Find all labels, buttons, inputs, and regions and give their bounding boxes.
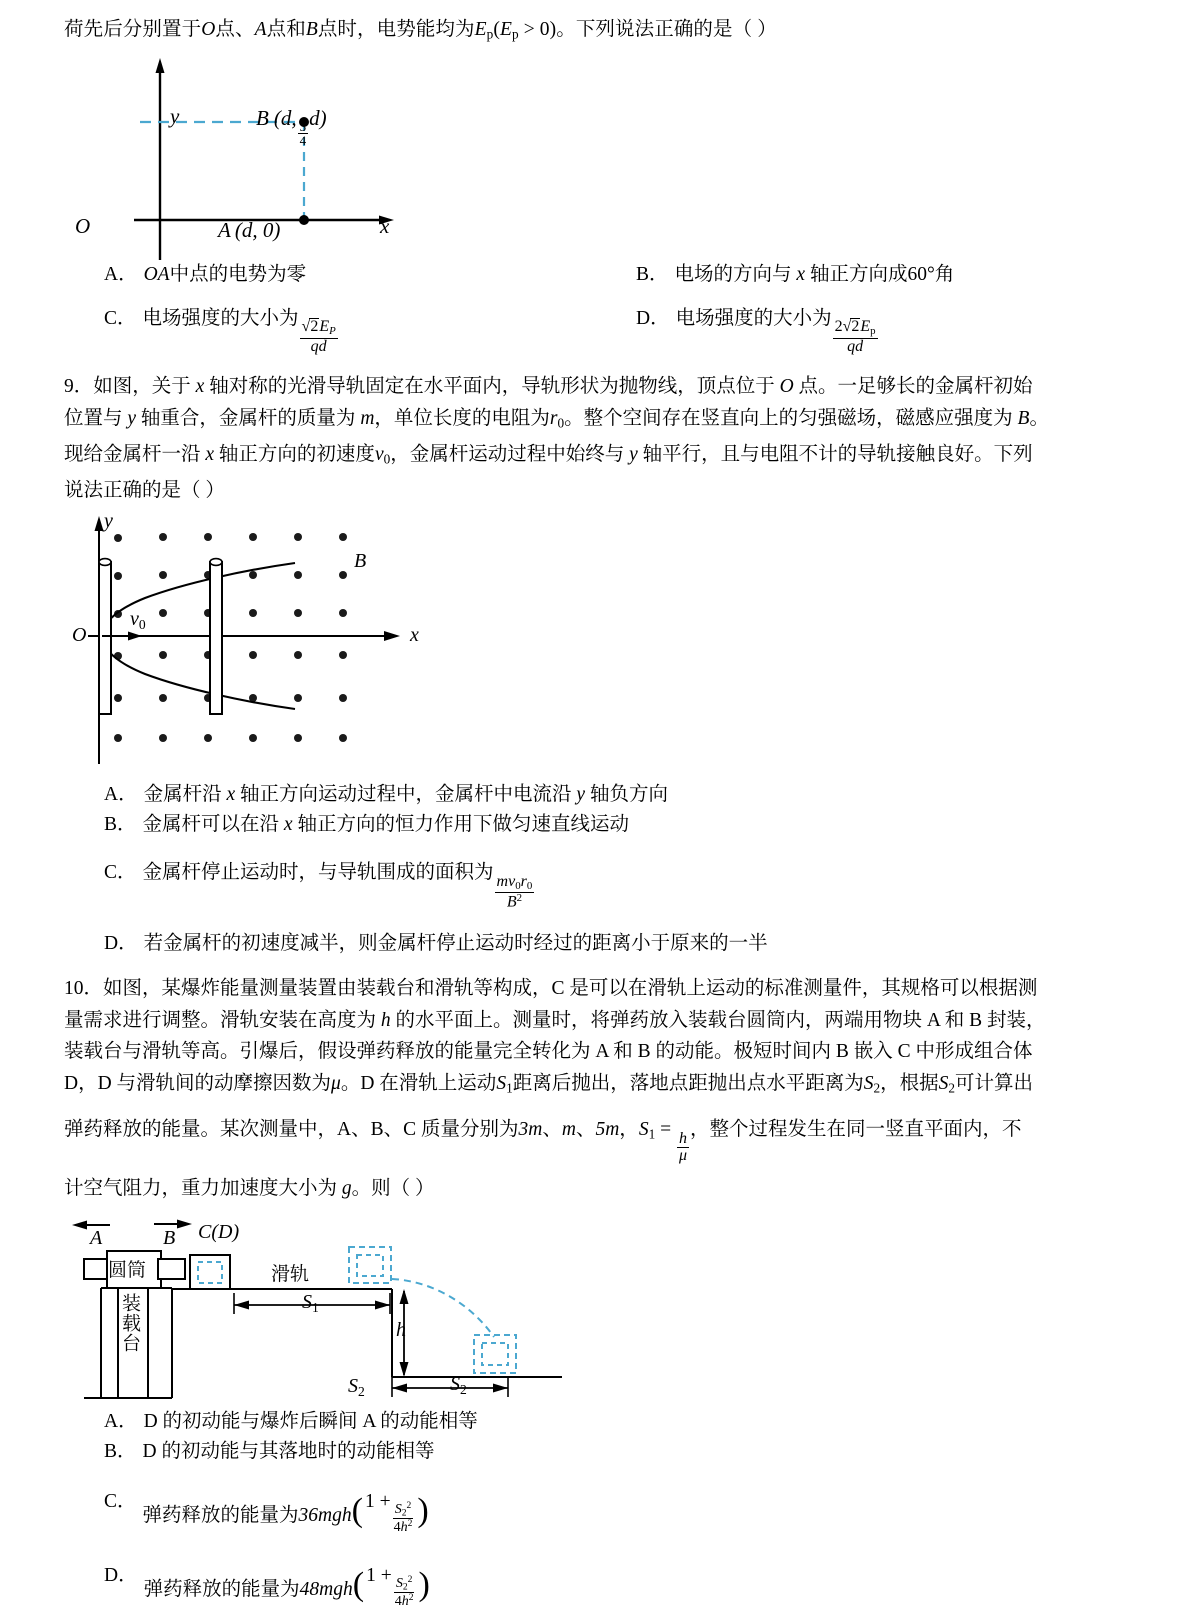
q10-fig-platform-label: 装载台	[119, 1292, 140, 1353]
q8-d-coef: 2	[834, 318, 843, 336]
q9-l2-r: r	[549, 407, 558, 429]
q10-l5d: ，	[619, 1119, 639, 1141]
q9-body	[0, 371, 1190, 506]
q8-fig-y-label: y	[170, 103, 180, 128]
q9-l3-v-sub: 0	[383, 451, 391, 467]
q10-l5-5m: 5m	[595, 1119, 620, 1141]
q10-d-one-plus: 1 +	[366, 1564, 392, 1586]
q10-figure	[0, 1215, 1190, 1405]
q8-option-a-italic: OA	[143, 263, 170, 285]
q8-option-a-text: 中点的电势为零	[169, 263, 307, 285]
q8-option-c-label: C．	[104, 307, 137, 329]
q10-fig-s1-sub: 1	[312, 1299, 319, 1315]
q8-paren-open: (	[493, 19, 500, 40]
q9-option-b[interactable]	[64, 810, 1128, 840]
q9-option-c-label: C．	[104, 862, 137, 884]
q10-body	[0, 973, 1190, 1212]
q10-l6-g: g	[341, 1177, 352, 1199]
q10-l5c: 、	[575, 1119, 596, 1141]
q10-fig-label-cd: C(D)	[198, 1220, 240, 1243]
q10-option-row-c	[64, 1487, 1128, 1535]
q8-option-d-pre: 电场强度的大小为	[675, 307, 832, 329]
q9-fig-y-label: y	[104, 510, 113, 533]
q10-c-paren-right: )	[417, 1491, 429, 1529]
q8-options	[0, 260, 1190, 355]
q10-fig-label-b: B	[163, 1226, 176, 1249]
q8-fig-b-frac-den: 4	[299, 133, 307, 149]
q8-fig-b-frac-num: 3	[299, 118, 307, 134]
q8-option-a[interactable]	[64, 260, 596, 290]
q9-option-a-t2: 轴正方向运动过程中，金属杆中电流沿	[235, 784, 577, 806]
q9-line-4: 说法正确的是（ ）	[64, 479, 225, 501]
q9-number: 9．	[64, 376, 94, 398]
q8-lead-part2: 点、	[215, 19, 255, 40]
q8-fig-point-b-label: B	[256, 105, 269, 130]
q8-lead-b: B	[305, 19, 318, 40]
q9-l2c: ，单位长度的电阻为	[374, 407, 550, 429]
q8-option-b-italic: x	[796, 263, 806, 285]
q9-l3b: 轴正方向的初速度	[214, 443, 375, 465]
q8-ep2-symbol: E	[499, 19, 512, 40]
q9-c-den-B: B	[506, 893, 517, 911]
q10-line-2	[64, 1005, 1128, 1037]
q10-l4e: 可计算出	[954, 1072, 1033, 1094]
q9-l3-y: y	[629, 443, 638, 465]
q9-c-num-r-sub: 0	[526, 880, 533, 893]
q9-option-a-i2: y	[576, 784, 586, 806]
q9-l2e: 。	[1029, 407, 1049, 429]
q10-line-6	[64, 1165, 1128, 1213]
q8-fig-origin-label: O	[75, 213, 91, 238]
q8-lead-a: A	[254, 19, 267, 40]
q10-l4b: 。D 在滑轨上运动	[340, 1072, 497, 1094]
q8-option-d-label: D．	[636, 307, 670, 329]
q8-c-sqrt-sign: √	[301, 318, 311, 336]
q8-option-b-post: 轴正方向成60°角	[805, 263, 955, 285]
q8-fig-point-a-coords: (d, 0)	[234, 217, 281, 242]
q10-option-c[interactable]	[64, 1487, 1128, 1535]
q10-l5b: 、	[542, 1119, 562, 1141]
q10-option-row-a	[64, 1407, 1128, 1437]
q10-fig-label-a: A	[90, 1226, 103, 1249]
q10-d-den-h: h	[401, 1593, 409, 1609]
q9-line-1	[64, 371, 1128, 403]
q10-l4c: 距离后抛出，落地点距抛出点水平距离为	[512, 1072, 864, 1094]
q9-l2d: 。整个空间存在竖直向上的匀强磁场，磁感应强度为	[564, 407, 1018, 429]
q10-option-b-text: D 的初动能与其落地时的动能相等	[142, 1440, 435, 1462]
q9-l1c: 点。一足够长的金属杆初始	[793, 376, 1033, 398]
q10-c-num-sub: 2	[401, 1507, 407, 1519]
q10-l4d: ，根据	[880, 1072, 939, 1094]
q10-l4-s2b-sub: 2	[948, 1080, 955, 1096]
q9-fig-origin-label: O	[72, 624, 87, 647]
q10-l4-mu: μ	[331, 1072, 341, 1094]
q8-c-num-e: E	[319, 318, 330, 336]
q10-option-b[interactable]	[64, 1437, 1128, 1467]
q9-c-num-m: m	[496, 873, 509, 891]
q8-d-sqrt-radicand: 2	[851, 318, 860, 336]
q10-option-a-label: A．	[104, 1410, 138, 1432]
q9-l1-o: O	[779, 376, 794, 398]
q8-gt-zero: > 0	[518, 19, 550, 40]
q9-option-a-t3: 轴负方向	[585, 784, 668, 806]
q8-option-b-pre: 电场的方向与	[674, 263, 797, 285]
q10-l6a: 计空气阻力，重力加速度大小为	[64, 1177, 342, 1199]
q10-options	[0, 1407, 1190, 1609]
field-dot-grid	[114, 533, 347, 742]
q10-fig-s2-left-label: S	[348, 1374, 358, 1397]
q9-option-a-t1: 金属杆沿	[143, 784, 227, 806]
q8-c-sqrt-radicand: 2	[310, 318, 319, 336]
q9-l2-y: y	[127, 407, 137, 429]
q8-c-den: qd	[310, 337, 327, 355]
q9-option-a[interactable]	[64, 780, 1128, 810]
q8-ep-subscript: p	[486, 26, 494, 42]
q9-option-d-label: D．	[104, 933, 138, 955]
q9-c-num-r: r	[520, 873, 527, 891]
q8-fig-point-b-post: d)	[309, 105, 327, 130]
q8-lead-part3: 点和	[266, 19, 306, 40]
q8-d-den: qd	[847, 337, 864, 355]
q8-option-c-pre: 电场强度的大小为	[142, 307, 299, 329]
q10-option-a-text: D 的初动能与爆炸后瞬间 A 的动能相等	[143, 1410, 478, 1432]
q10-l1: 如图，某爆炸能量测量装置由装载台和滑轨等构成，C 是可以在滑轨上运动的标准测量件，其规格可以根据测	[103, 978, 1038, 1000]
q8-option-a-label: A．	[104, 263, 138, 285]
q8-d-num-e: E	[860, 318, 871, 336]
q10-d-num-sup: 2	[407, 1574, 413, 1586]
q10-d-paren-right: )	[418, 1565, 430, 1603]
q8-ep-symbol: E	[474, 19, 487, 40]
q9-option-d[interactable]	[64, 929, 1128, 959]
q10-c-den-4: 4	[393, 1519, 401, 1536]
q10-c-num-sup: 2	[406, 1499, 412, 1511]
q10-l4-s2: S	[863, 1072, 874, 1094]
q8-lead-part1: 荷先后分别置于	[64, 19, 202, 40]
q8-c-num-e-sub: P	[329, 325, 336, 338]
q8-d-sqrt-sign: √	[842, 318, 852, 336]
q10-option-d-t1: 弹药释放的能量为	[143, 1578, 300, 1600]
q10-c-one-plus: 1 +	[364, 1490, 391, 1512]
q10-l6b: 。则（ ）	[351, 1177, 435, 1199]
q10-fig-rail-label: 滑轨	[271, 1263, 310, 1285]
q8-option-b-label: B．	[636, 263, 669, 285]
q10-c-den-h: h	[400, 1519, 408, 1536]
q10-option-row-d	[64, 1561, 1128, 1609]
q9-option-d-text: 若金属杆的初速度减半，则金属杆停止运动时经过的距离小于原来的一半	[143, 933, 768, 955]
q10-l5e: ，整个过程发生在同一竖直平面内，不	[689, 1119, 1022, 1141]
q8-option-b[interactable]	[596, 260, 1128, 290]
q10-fig-h-label: h	[396, 1318, 406, 1341]
q10-l2b: 的水平面上。测量时，将弹药放入装载台圆筒内，两端用物块 A 和 B 封装，	[390, 1009, 1046, 1031]
q10-c-den-sup: 2	[407, 1518, 413, 1530]
q10-fig-cylinder-label: 圆筒	[108, 1259, 147, 1281]
q8-paren-close: )	[549, 19, 557, 40]
q9-option-row-b	[64, 810, 1128, 840]
q9-l2a: 位置与	[64, 407, 128, 429]
q10-option-c-label: C．	[104, 1490, 137, 1512]
q8-lead-paragraph	[0, 0, 1190, 50]
q10-option-d[interactable]	[64, 1561, 1128, 1609]
q9-option-b-i1: x	[283, 814, 293, 836]
q9-fig-v-sub: 0	[138, 617, 146, 633]
q8-d-num-e-sub: p	[870, 325, 876, 338]
q9-option-b-t1: 金属杆可以在沿	[142, 814, 284, 836]
q10-fig-s2-sub: 2	[460, 1381, 467, 1397]
q9-option-c[interactable]	[64, 858, 1128, 911]
q9-l3c: ，金属杆运动过程中始终与	[390, 443, 630, 465]
q8-lead-part4: 点时，电势能均为	[317, 19, 475, 40]
q10-line-3: 装载台与滑轨等高。引爆后，假设弹药释放的能量完全转化为 A 和 B 的动能。极短时间内 B 嵌入 C 中形成组合体	[64, 1041, 1033, 1063]
q10-line-4	[64, 1068, 1128, 1104]
q10-d-den-sup: 2	[408, 1592, 414, 1604]
q10-d-coef: 48	[299, 1578, 320, 1600]
q9-figure	[0, 508, 1190, 776]
q10-l4-s1: S	[496, 1072, 507, 1094]
q9-options	[0, 780, 1190, 959]
q10-l4a: D，D 与滑轨间的动摩擦因数为	[64, 1072, 332, 1094]
q9-l1a: 如图，关于	[93, 376, 196, 398]
q10-d-num-S: S	[395, 1574, 403, 1591]
q10-l4-s2b: S	[938, 1072, 949, 1094]
q9-l1-x: x	[195, 376, 205, 398]
q9-option-a-i1: x	[226, 784, 236, 806]
q9-fig-B-label: B	[354, 550, 367, 573]
q10-l5-frac-den: μ	[678, 1147, 687, 1165]
q10-line-1	[64, 973, 1128, 1005]
q9-l2-m: m	[360, 407, 375, 429]
q8-lead-part5: 。下列说法正确的是（ ）	[556, 19, 777, 40]
q9-l3d: 轴平行，且与电阻不计的导轨接触良好。下列	[637, 443, 1033, 465]
q8-ep2-subscript: p	[512, 26, 519, 42]
q9-line-3	[64, 439, 1128, 475]
q9-l3-v: v	[374, 443, 384, 465]
q10-number: 10．	[64, 978, 104, 1000]
q10-l5-m: m	[561, 1119, 576, 1141]
q10-option-b-label: B．	[104, 1440, 137, 1462]
q10-l4-s2-sub: 2	[873, 1080, 881, 1096]
q10-l5-3m: 3m	[518, 1119, 543, 1141]
q8-fig-point-a-label: A	[218, 217, 231, 242]
q9-option-row-d	[64, 929, 1128, 959]
q9-option-c-t1: 金属杆停止运动时，与导轨围成的面积为	[142, 862, 494, 884]
q9-c-num-v: v	[508, 873, 516, 891]
q8-option-row-1	[64, 260, 1128, 290]
q10-l5-S1: S	[638, 1119, 649, 1141]
q10-l5-S1-sub: 1	[648, 1126, 656, 1142]
q8-option-c[interactable]	[64, 304, 596, 355]
q10-c-coef: 36	[298, 1504, 319, 1526]
q9-l2-r-sub: 0	[557, 415, 565, 431]
q8-lead-o: O	[201, 19, 216, 40]
q10-fig-s2-left-sub: 2	[358, 1383, 365, 1399]
q9-l2-B: B	[1017, 407, 1030, 429]
q8-fig-point-b-pre: (d,	[273, 105, 297, 130]
q10-fig-s1-label: S	[302, 1290, 312, 1313]
q10-l2a: 量需求进行调整。滑轨安装在高度为	[64, 1009, 381, 1031]
q10-c-paren-left: (	[351, 1491, 363, 1529]
q9-l3a: 现给金属杆一沿	[64, 443, 206, 465]
q8-fig-x-label: x	[380, 213, 390, 238]
q9-fig-x-label: x	[410, 624, 419, 647]
q10-l5a: 弹药释放的能量。某次测量中，A、B、C 质量分别为	[64, 1119, 519, 1141]
q10-option-a[interactable]	[64, 1407, 1128, 1437]
q9-option-a-label: A．	[104, 784, 138, 806]
q8-option-row-2	[64, 304, 1128, 355]
q9-option-row-a	[64, 780, 1128, 810]
q10-l2-h: h	[380, 1009, 391, 1031]
q8-figure	[0, 54, 1190, 260]
q10-fig-s2-label: S	[450, 1372, 460, 1395]
q9-option-row-c	[64, 858, 1128, 911]
q10-line-5	[64, 1104, 1128, 1165]
q10-c-mgh: mgh	[318, 1504, 352, 1526]
q10-option-c-t1: 弹药释放的能量为	[142, 1504, 299, 1526]
q10-l5-eq: =	[655, 1119, 676, 1141]
q9-option-b-label: B．	[104, 814, 137, 836]
q9-line-2	[64, 403, 1128, 439]
q10-option-row-b	[64, 1437, 1128, 1467]
q10-d-den-4: 4	[394, 1593, 402, 1609]
q8-option-d[interactable]	[596, 304, 1128, 355]
q10-d-paren-left: (	[352, 1565, 365, 1603]
q10-l5-frac-num: h	[678, 1129, 687, 1147]
q9-fig-v-label: v	[130, 608, 139, 631]
q10-l4-s1-sub: 1	[506, 1080, 513, 1096]
q10-option-d-label: D．	[104, 1564, 138, 1586]
q9-l2b: 轴重合，金属杆的质量为	[136, 407, 361, 429]
q10-c-num-S: S	[394, 1500, 402, 1517]
q9-l1b: 轴对称的光滑导轨固定在水平面内，导轨形状为抛物线，顶点位于	[204, 376, 780, 398]
q9-option-b-t2: 轴正方向的恒力作用下做匀速直线运动	[292, 814, 629, 836]
q9-l3-x: x	[205, 443, 215, 465]
q10-d-mgh: mgh	[319, 1578, 353, 1600]
q9-c-num-v-sub: 0	[515, 880, 521, 893]
q10-d-num-sub: 2	[402, 1581, 408, 1593]
q9-c-den-sup: 2	[516, 892, 523, 905]
